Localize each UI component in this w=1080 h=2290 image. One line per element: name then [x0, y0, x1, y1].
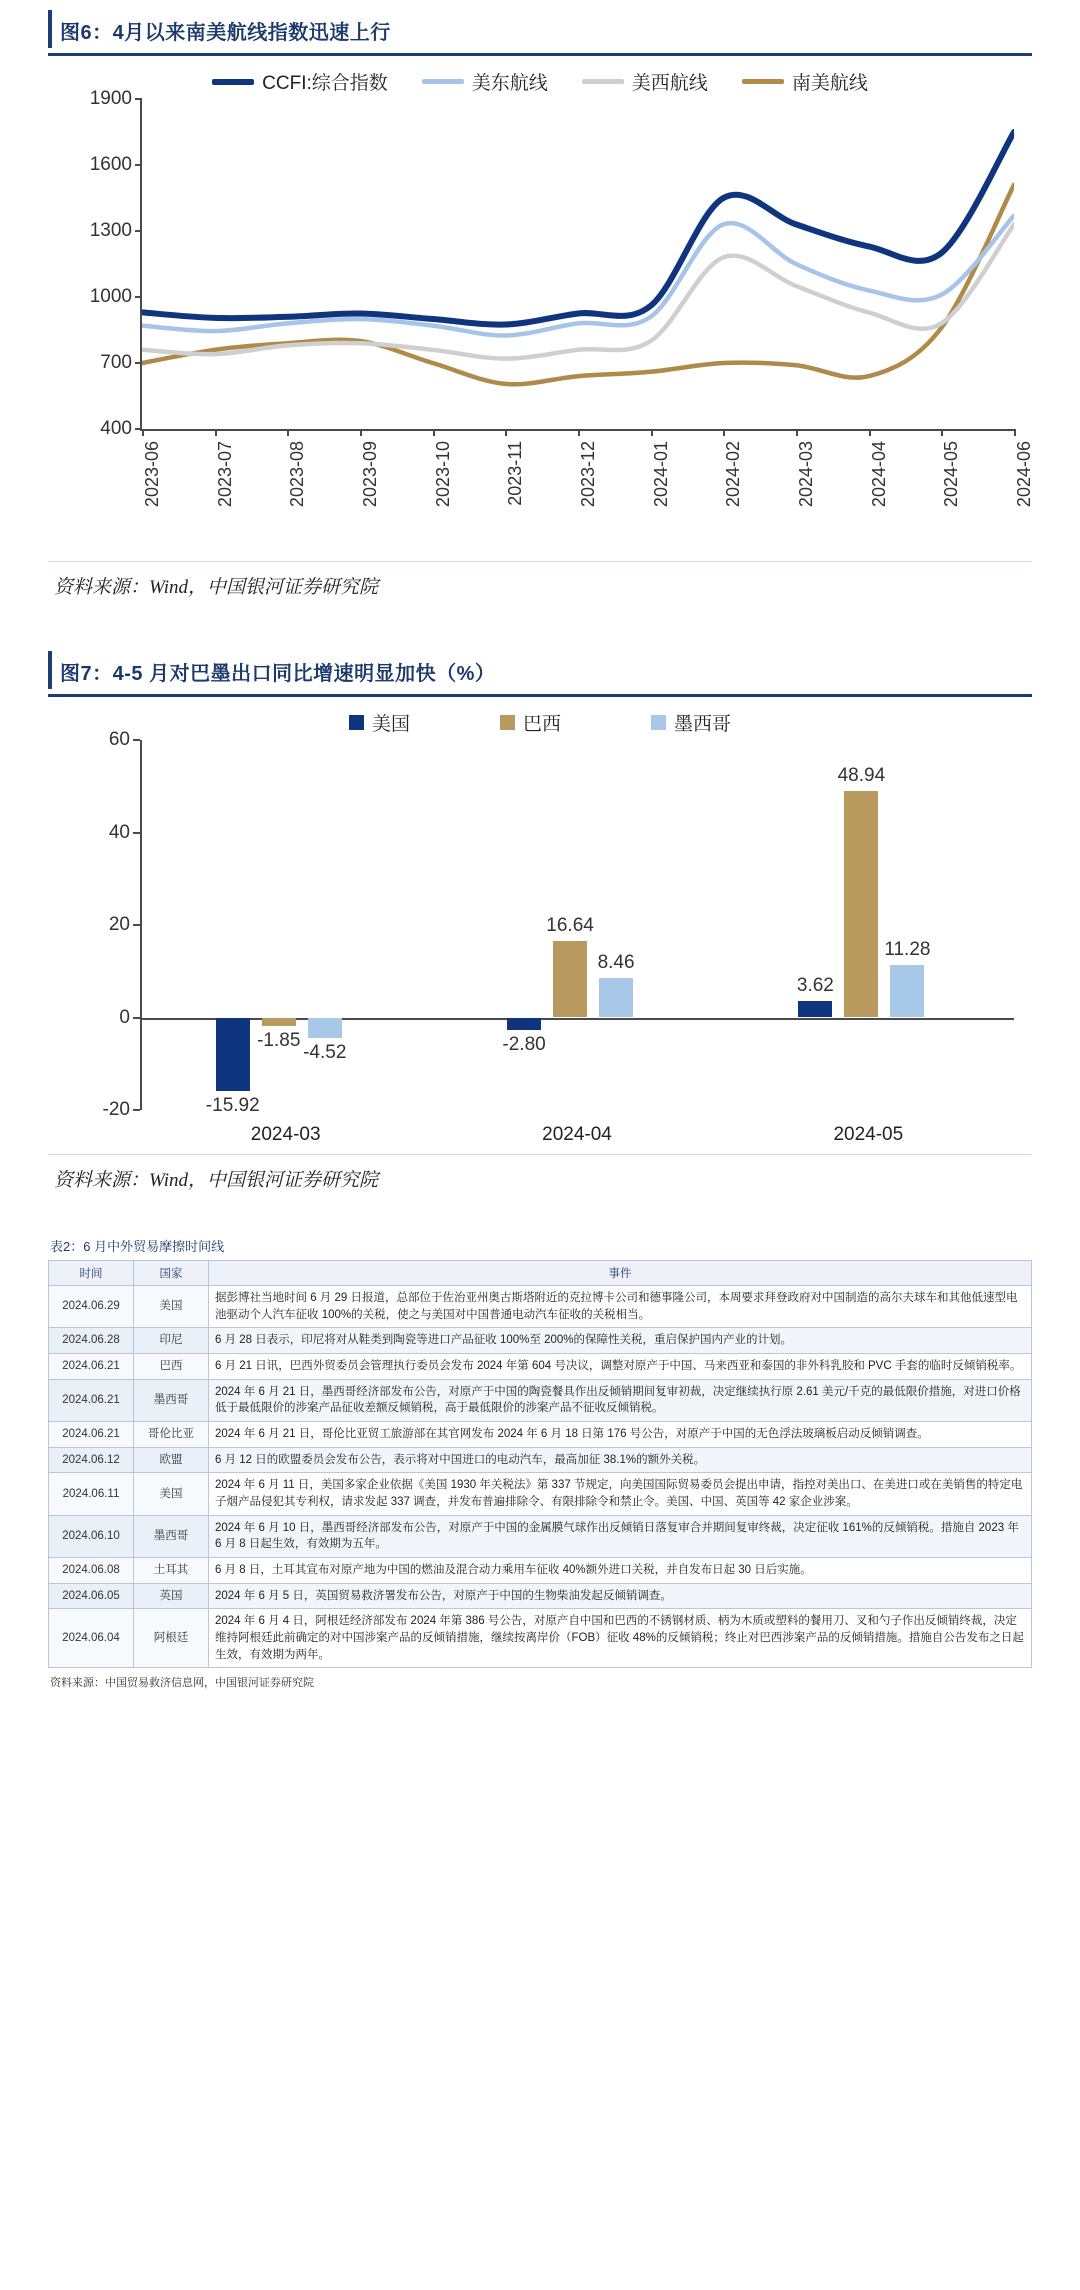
- bar-value-label: 8.46: [597, 952, 635, 974]
- figure-7-bar-groups: [140, 740, 1014, 1145]
- figure-6-y-tick-label: 1300: [89, 220, 132, 241]
- figure-7-y-tick-label: 40: [108, 821, 130, 843]
- table-row: [49, 1328, 1032, 1354]
- bar-value-label: -4.52: [303, 1042, 347, 1064]
- legend-item-ccfi: [212, 68, 388, 95]
- table-row: [49, 1447, 1032, 1473]
- bar-value-label: 3.62: [796, 974, 834, 996]
- figure-6-y-tick: [135, 428, 142, 430]
- table-cell-date: 2024.06.10: [49, 1515, 134, 1557]
- table-cell-country: 墨西哥: [134, 1379, 209, 1421]
- figure-6-y-tick: [135, 230, 142, 232]
- figure-6-x-tick-label: 2023-10: [432, 441, 453, 508]
- figure-6-x-tick-label: 2023-09: [360, 441, 380, 508]
- table-row: [49, 1422, 1032, 1448]
- figure-6-x-tick-label: 2024-03: [796, 441, 816, 508]
- figure-6-x-tick-label: 2024-01: [650, 441, 671, 508]
- figure-7-y-tick: [133, 739, 140, 741]
- table-cell-event: 据彭博社当地时间 6 月 29 日报道，总部位于佐治亚州奥古斯塔附近的克拉博卡公司和德事隆公司，本周要求拜登政府对中国制造的高尔夫球车和其他低速型电池驱动个人汽车征收 100%的关税，使之与美国对中国普通电动汽车征收的关税相当。: [209, 1286, 1032, 1328]
- table-cell-event: 6 月 12 日的欧盟委员会发布公告，表示将对中国进口的电动汽车，最高加征 38.1%的额外关税。: [209, 1447, 1032, 1473]
- table-cell-country: 美国: [134, 1473, 209, 1515]
- figure-6-x-tick: [360, 429, 362, 436]
- table-row: [49, 1286, 1032, 1328]
- figure-6-x-tick: [433, 429, 435, 436]
- line-series-美西航线: [142, 224, 1014, 358]
- bar-group-label: 2024-03: [250, 1124, 321, 1145]
- figure-7-y-tick-label: 0: [119, 1006, 130, 1028]
- table-2: [48, 1260, 1032, 1668]
- table-cell-date: 2024.06.04: [49, 1609, 134, 1668]
- figure-6-y-tick: [135, 296, 142, 298]
- legend-label-uswest: 美西航线: [631, 73, 708, 94]
- figure-6-x-tick: [651, 429, 653, 436]
- figure-7-y-tick: [133, 1109, 140, 1111]
- legend-item-us: [349, 709, 410, 736]
- figure-7-chart: [48, 697, 1032, 1154]
- bar-美国: [216, 1018, 250, 1092]
- legend-swatch-ccfi: [212, 79, 254, 85]
- table-header-country: 国家: [134, 1261, 209, 1286]
- bar-value-label: -2.80: [502, 1034, 546, 1056]
- table-cell-event: 6 月 21 日讯，巴西外贸委员会管理执行委员会发布 2024 年第 604 号决议，调整对原产于中国、马来西亚和泰国的非外科乳胶和 PVC 手套的临时反倾销税率。: [209, 1354, 1032, 1380]
- figure-6-plot-area: [89, 88, 1034, 508]
- table-row: [49, 1354, 1032, 1380]
- figure-6-lines: [142, 99, 1014, 429]
- bar-巴西: [844, 791, 878, 1017]
- figure-6-x-tick-label: 2024-02: [723, 441, 744, 508]
- figure-6-source: 资料来源：Wind，中国银河证券研究院: [54, 577, 379, 598]
- table-cell-event: 2024 年 6 月 5 日，英国贸易救济署发布公告，对原产于中国的生物柴油发起反倾销调查。: [209, 1583, 1032, 1609]
- figure-6-x-tick-label: 2023-08: [287, 441, 308, 508]
- table-cell-country: 美国: [134, 1286, 209, 1328]
- legend-label-brazil: 巴西: [522, 714, 561, 735]
- table-cell-date: 2024.06.08: [49, 1558, 134, 1584]
- table-header-row: [49, 1261, 1032, 1286]
- bar-group: [431, 740, 722, 1145]
- table-row: [49, 1558, 1032, 1584]
- legend-item-useast: [422, 68, 548, 95]
- figure-6-title: 图6：4月以来南美航线指数迅速上行: [60, 22, 391, 44]
- legend-item-mexico: [651, 709, 731, 736]
- legend-label-mexico: 墨西哥: [674, 714, 732, 735]
- figure-6-accent-bar: [48, 10, 52, 48]
- bar-value-label: -1.85: [257, 1030, 301, 1052]
- table-cell-country: 土耳其: [134, 1558, 209, 1584]
- bar-group: [140, 740, 431, 1145]
- table-row: [49, 1473, 1032, 1515]
- figure-6-x-tick-label: 2023-06: [142, 441, 162, 508]
- figure-7-y-tick-label: -20: [102, 1099, 130, 1120]
- legend-swatch-useast: [422, 79, 464, 84]
- table-cell-event: 2024 年 6 月 21 日，哥伦比亚贸工旅游部在其官网发布 2024 年 6 月 18 日第 176 号公告，对原产于中国的无色浮法玻璃板启动反倾销调查。: [209, 1422, 1032, 1448]
- figure-6-x-tick-label: 2023-11: [505, 441, 526, 506]
- figure-6-y-tick-label: 1000: [89, 286, 132, 307]
- legend-label-ccfi: CCFI:综合指数: [262, 73, 388, 94]
- bar-value-label: 16.64: [546, 914, 594, 936]
- figure-7-plot-area: [102, 729, 1014, 1145]
- figure-7-y-tick-label: 60: [108, 729, 130, 750]
- table-cell-date: 2024.06.28: [49, 1328, 134, 1354]
- figure-6-x-tick-label: 2024-06: [1014, 441, 1034, 508]
- line-series-南美航线: [142, 185, 1014, 384]
- table-cell-event: 2024 年 6 月 11 日，美国多家企业依据《美国 1930 年关税法》第 337 节规定，向美国国际贸易委员会提出申请，指控对美出口、在美进口或在美销售的特定电子烟产品侵犯其专利权，请求发起 337 调查，并发布普遍排除令、有限排除令和禁止令。美国、中国、英国等 42 家企业涉案。: [209, 1473, 1032, 1515]
- figure-6-legend: [48, 56, 1032, 99]
- bar-美国: [798, 1001, 832, 1018]
- legend-swatch-mexico: [651, 715, 666, 730]
- table-cell-date: 2024.06.11: [49, 1473, 134, 1515]
- figure-6-y-tick-label: 400: [100, 418, 132, 439]
- table-row: [49, 1609, 1032, 1668]
- figure-6-x-tick: [1014, 429, 1016, 436]
- table-2-block: [48, 1232, 1032, 1690]
- legend-label-us: 美国: [371, 714, 410, 735]
- figure-6-y-tick-label: 1900: [89, 88, 132, 109]
- bar-巴西: [262, 1018, 296, 1027]
- figure-6-y-tick: [135, 362, 142, 364]
- figure-7-accent-bar: [48, 651, 52, 689]
- bar-value-label: -15.92: [205, 1095, 260, 1117]
- table-2-source: 资料来源：中国贸易救济信息网，中国银河证券研究院: [50, 1677, 314, 1690]
- figure-7-y-tick: [133, 924, 140, 926]
- legend-item-uswest: [582, 68, 708, 95]
- table-cell-date: 2024.06.12: [49, 1447, 134, 1473]
- legend-label-useast: 美东航线: [471, 73, 548, 94]
- table-cell-country: 阿根廷: [134, 1609, 209, 1668]
- legend-swatch-uswest: [582, 79, 624, 84]
- table-cell-date: 2024.06.21: [49, 1354, 134, 1380]
- table-cell-country: 英国: [134, 1583, 209, 1609]
- table-row: [49, 1515, 1032, 1557]
- figure-6-x-tick: [941, 429, 943, 436]
- table-cell-country: 欧盟: [134, 1447, 209, 1473]
- figure-7-title: 图7：4-5 月对巴墨出口同比增速明显加快（%）: [60, 663, 496, 685]
- figure-7-legend: [48, 697, 1032, 740]
- figure-7-source: 资料来源：Wind，中国银河证券研究院: [54, 1170, 379, 1191]
- figure-6-x-tick-label: 2024-04: [868, 441, 889, 508]
- table-cell-country: 印尼: [134, 1328, 209, 1354]
- bar-group-label: 2024-04: [542, 1124, 612, 1145]
- table-cell-event: 6 月 8 日，土耳其宣布对原产地为中国的燃油及混合动力乘用车征收 40%额外进口关税，并自发布日起 30 日后实施。: [209, 1558, 1032, 1584]
- bar-墨西哥: [599, 978, 633, 1017]
- figure-6-x-tick: [723, 429, 725, 436]
- table-cell-country: 墨西哥: [134, 1515, 209, 1557]
- figure-6-x-tick: [287, 429, 289, 436]
- table-cell-event: 2024 年 6 月 10 日，墨西哥经济部发布公告，对原产于中国的金属膜气球作出反倾销日落复审合并期间复审终裁，决定征收 161%的反倾销税。措施自 2023 年 6 月 8 日起生效，有效期为五年。: [209, 1515, 1032, 1557]
- figure-6-y-tick-label: 1600: [89, 154, 132, 175]
- table-cell-event: 2024 年 6 月 4 日，阿根廷经济部发布 2024 年第 386 号公告，对原产自中国和巴西的不锈钢材质、柄为木质或塑料的餐用刀、叉和勺子作出反倾销终裁，决定维持阿根廷此前确定的对中国涉案产品的反倾销措施，继续按离岸价（FOB）征收 48%的反倾销税；终止对巴西涉案产品的反倾销措施。措施自公告发布之日起生效，有效期为两年。: [209, 1609, 1032, 1668]
- table-cell-country: 巴西: [134, 1354, 209, 1380]
- figure-6-y-tick: [135, 98, 142, 100]
- figure-7-y-tick: [133, 1017, 140, 1019]
- table-cell-date: 2024.06.21: [49, 1379, 134, 1421]
- table-row: [49, 1379, 1032, 1421]
- table-2-caption: 表2：6 月中外贸易摩擦时间线: [50, 1239, 225, 1254]
- figure-6-chart: [48, 56, 1032, 561]
- legend-label-southamerica: 南美航线: [791, 73, 868, 94]
- figure-6-x-tick: [142, 429, 144, 436]
- table-cell-event: 6 月 28 日表示，印尼将对从鞋类到陶瓷等进口产品征收 100%至 200%的保障性关税，重启保护国内产业的计划。: [209, 1328, 1032, 1354]
- table-cell-country: 哥伦比亚: [134, 1422, 209, 1448]
- figure-6-x-tick-label: 2023-12: [578, 441, 598, 508]
- table-cell-date: 2024.06.21: [49, 1422, 134, 1448]
- table-cell-date: 2024.06.05: [49, 1583, 134, 1609]
- legend-swatch-us: [349, 715, 364, 730]
- table-cell-date: 2024.06.29: [49, 1286, 134, 1328]
- bar-墨西哥: [308, 1018, 342, 1039]
- legend-swatch-brazil: [500, 715, 515, 730]
- figure-7-y-tick: [133, 832, 140, 834]
- figure-6-x-tick: [578, 429, 580, 436]
- bar-group: [723, 740, 1014, 1145]
- figure-6-x-tick-label: 2024-05: [941, 441, 962, 508]
- figure-6-x-tick-label: 2023-07: [214, 441, 235, 508]
- legend-swatch-southamerica: [742, 79, 784, 84]
- bar-墨西哥: [890, 965, 924, 1017]
- legend-item-brazil: [500, 709, 561, 736]
- figure-6-y-tick-label: 700: [100, 352, 132, 373]
- table-row: [49, 1583, 1032, 1609]
- table-header-date: 时间: [49, 1261, 134, 1286]
- figure-7-y-tick-label: 20: [108, 914, 130, 935]
- bar-group-label: 2024-05: [833, 1124, 904, 1145]
- figure-6-x-tick: [215, 429, 217, 436]
- table-cell-event: 2024 年 6 月 21 日，墨西哥经济部发布公告，对原产于中国的陶瓷餐具作出反倾销期间复审初裁，决定继续执行原 2.61 美元/千克的最低限价措施，对进口价格低于最低限价的涉案产品征收差额反倾销税，高于最低限价的涉案产品不征收反倾销税。: [209, 1379, 1032, 1421]
- bar-value-label: 11.28: [884, 939, 931, 961]
- figure-7: [48, 651, 1032, 1192]
- figure-6-x-tick: [869, 429, 871, 436]
- figure-6-x-tick: [796, 429, 798, 436]
- bar-美国: [507, 1018, 541, 1031]
- bar-value-label: 48.94: [837, 765, 886, 787]
- figure-6: [48, 0, 1032, 599]
- table-header-event: 事件: [209, 1261, 1032, 1286]
- figure-6-x-tick: [505, 429, 507, 436]
- legend-item-southamerica: [742, 68, 868, 95]
- figure-6-y-tick: [135, 164, 142, 166]
